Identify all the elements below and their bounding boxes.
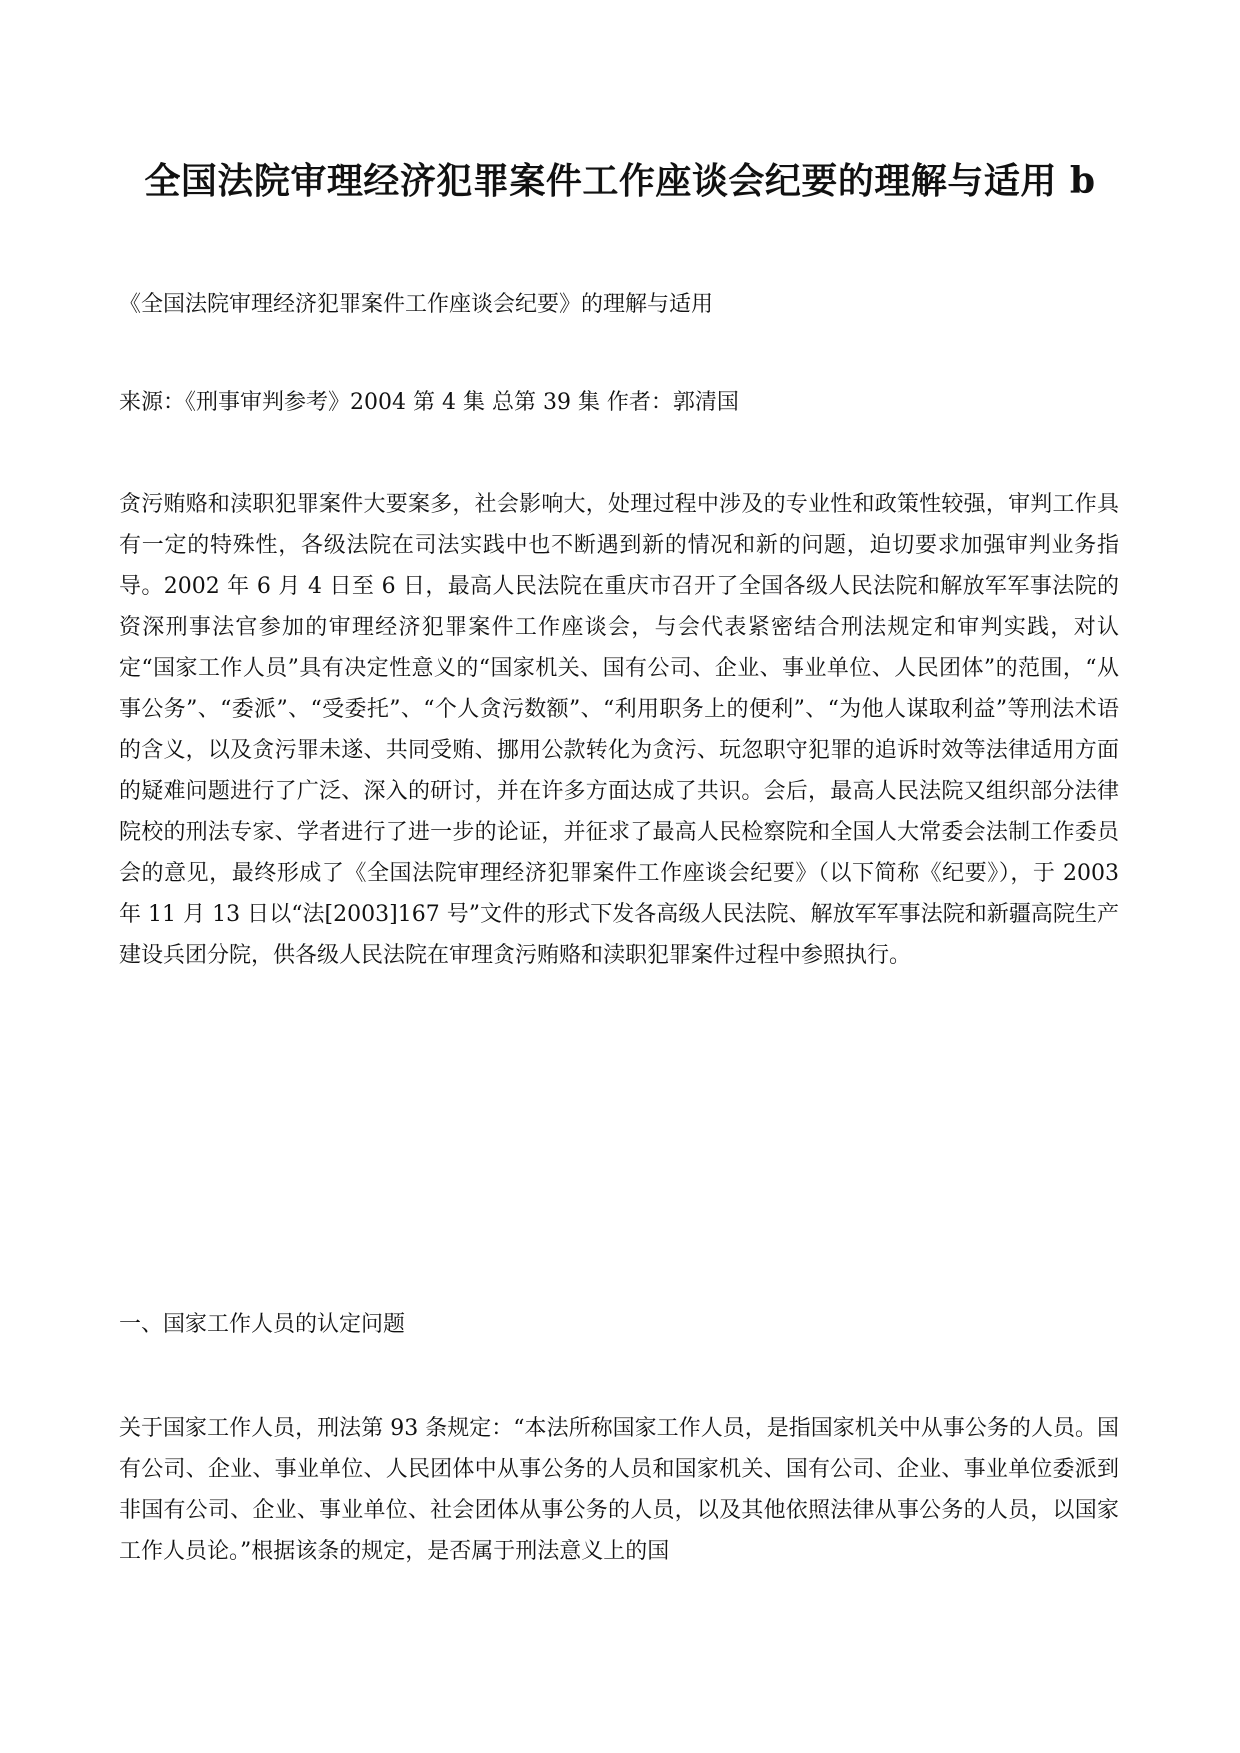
section-paragraph: 关于国家工作人员，刑法第 93 条规定：“本法所称国家工作人员，是指国家机关中从事公务的人员。国有公司、企业、事业单位、人民团体中从事公务的人员和国家机关、国有公司、企业、事业单位委派到非国有公司、企业、事业单位、社会团体从事公务的人员，以及其他依照法律从事公务的人员，以国家工作人员论。”根据该条的规定，是否属于刑法意义上的国 [119,1416,1119,1564]
document-title: 全国法院审理经济犯罪案件工作座谈会纪要的理解与适用 b [144,160,1096,202]
document-subtitle: 《全国法院审理经济犯罪案件工作座谈会纪要》的理解与适用 [119,292,714,317]
intro-paragraph: 贪污贿赂和渎职犯罪案件大要案多，社会影响大，处理过程中涉及的专业性和政策性较强，审判工作具有一定的特殊性，各级法院在司法实践中也不断遇到新的情况和新的问题，迫切要求加强审判业务指导。2002 年 6 月 4 日至 6 日，最高人民法院在重庆市召开了全国各级人民法院和解放军军事法院的资深刑事法官参加的审理经济犯罪案件工作座谈会，与会代表紧密结合刑法规定和审判实践，对认定“国家工作人员”具有决定性意义的“国家机关、国有公司、企业、事业单位、人民团体”的范围，“从事公务”、“委派”、“受委托”、“个人贪污数额”、“利用职务上的便利”、“为他人谋取利益”等刑法术语的含义，以及贪污罪未遂、共同受贿、挪用公款转化为贪污、玩忽职守犯罪的追诉时效等法律适用方面的疑难问题进行了广泛、深入的研讨，并在许多方面达成了共识。会后，最高人民法院又组织部分法律院校的刑法专家、学者进行了进一步的论证，并征求了最高人民检察院和全国人大常委会法制工作委员会的意见，最终形成了《全国法院审理经济犯罪案件工作座谈会纪要》（以下简称《纪要》），于 2003 年 11 月 13 日以“法[2003]167 号”文件的形式下发各高级人民法院、解放军军事法院和新疆高院生产建设兵团分院，供各级人民法院在审理贪污贿赂和渎职犯罪案件过程中参照执行。 [119,492,1119,968]
section-heading: 一、国家工作人员的认定问题 [119,1312,406,1337]
source-line: 来源：《刑事审判参考》2004 第 4 集 总第 39 集 作者：郭清国 [119,390,739,415]
